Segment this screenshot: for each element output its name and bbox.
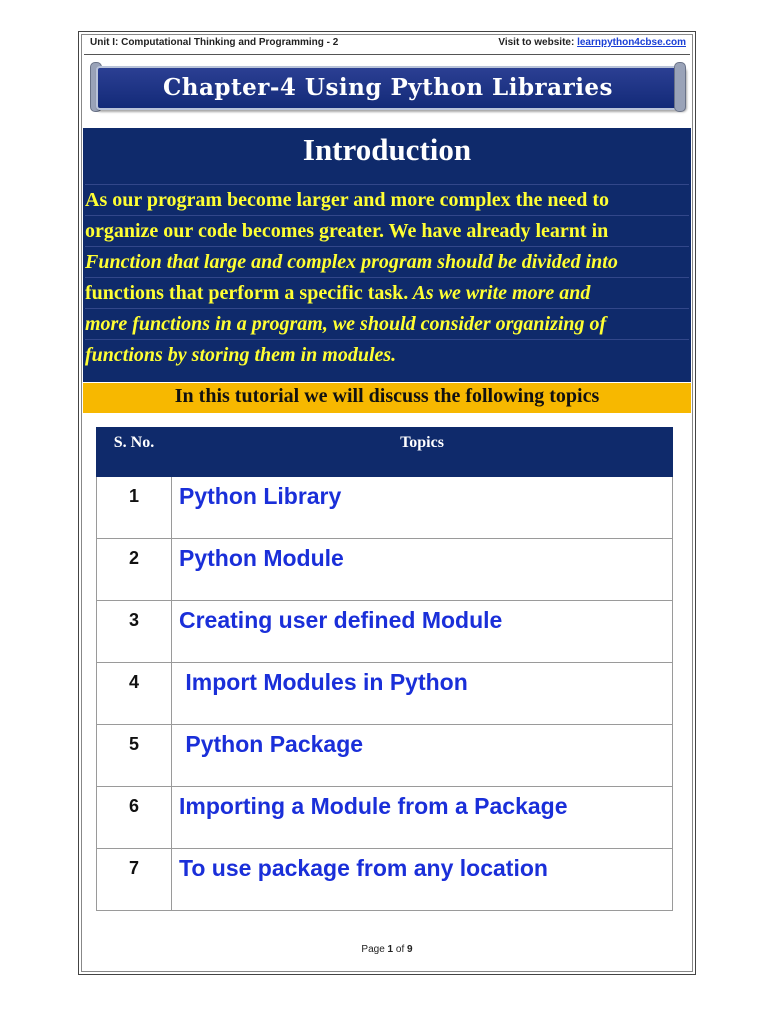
table-row [97, 477, 673, 539]
website-note [498, 37, 686, 48]
row-number: 2 [97, 539, 172, 601]
header-divider [84, 54, 690, 55]
row-number: 3 [97, 601, 172, 663]
chapter-banner [90, 62, 686, 112]
page-of: of [393, 944, 408, 955]
intro-line: Function that large and complex program should be divided into [85, 246, 689, 277]
col-header-sno: S. No. [97, 428, 172, 477]
topics-heading-bar [83, 383, 691, 413]
table-header-row [97, 428, 673, 477]
intro-line [85, 277, 689, 308]
row-topic: Python Library [172, 477, 673, 539]
row-number: 5 [97, 725, 172, 787]
intro-line: As our program become larger and more complex the need to [85, 184, 689, 215]
intro-line: more functions in a program, we should consider organizing of [85, 308, 689, 339]
table-row [97, 663, 673, 725]
topics-table [96, 427, 673, 911]
row-topic: Importing a Module from a Package [172, 787, 673, 849]
website-prefix: Visit to website: [498, 37, 578, 48]
col-header-topics: Topics [172, 428, 673, 477]
row-number: 4 [97, 663, 172, 725]
row-number: 1 [97, 477, 172, 539]
page-label: Page [361, 944, 388, 955]
row-topic: Import Modules in Python [172, 663, 673, 725]
website-link[interactable]: learnpython4cbse.com [577, 37, 686, 48]
topics-heading: In this tutorial we will discuss the following topics [174, 385, 600, 407]
introduction-box [83, 128, 691, 382]
intro-line: organize our code becomes greater. We have already learnt in [85, 215, 689, 246]
row-number: 7 [97, 849, 172, 911]
row-number: 6 [97, 787, 172, 849]
table-row [97, 787, 673, 849]
row-topic: Python Package [172, 725, 673, 787]
chapter-title: Chapter-4 Using Python Libraries [162, 74, 614, 101]
table-row [97, 601, 673, 663]
page-number: 1 [387, 944, 394, 955]
table-row [97, 539, 673, 601]
row-topic: To use package from any location [172, 849, 673, 911]
table-row [97, 725, 673, 787]
introduction-heading: Introduction [302, 132, 472, 167]
page-header [90, 36, 686, 52]
page-footer [0, 944, 768, 955]
row-topic: Python Module [172, 539, 673, 601]
intro-line: functions by storing them in modules. [85, 339, 689, 370]
page-total: 9 [407, 944, 413, 955]
intro-line-mixed: functions that perform a specific task. As we write more and [85, 282, 591, 304]
row-topic: Creating user defined Module [172, 601, 673, 663]
unit-title: Unit I: Computational Thinking and Programming - 2 [90, 37, 339, 48]
table-row [97, 849, 673, 911]
